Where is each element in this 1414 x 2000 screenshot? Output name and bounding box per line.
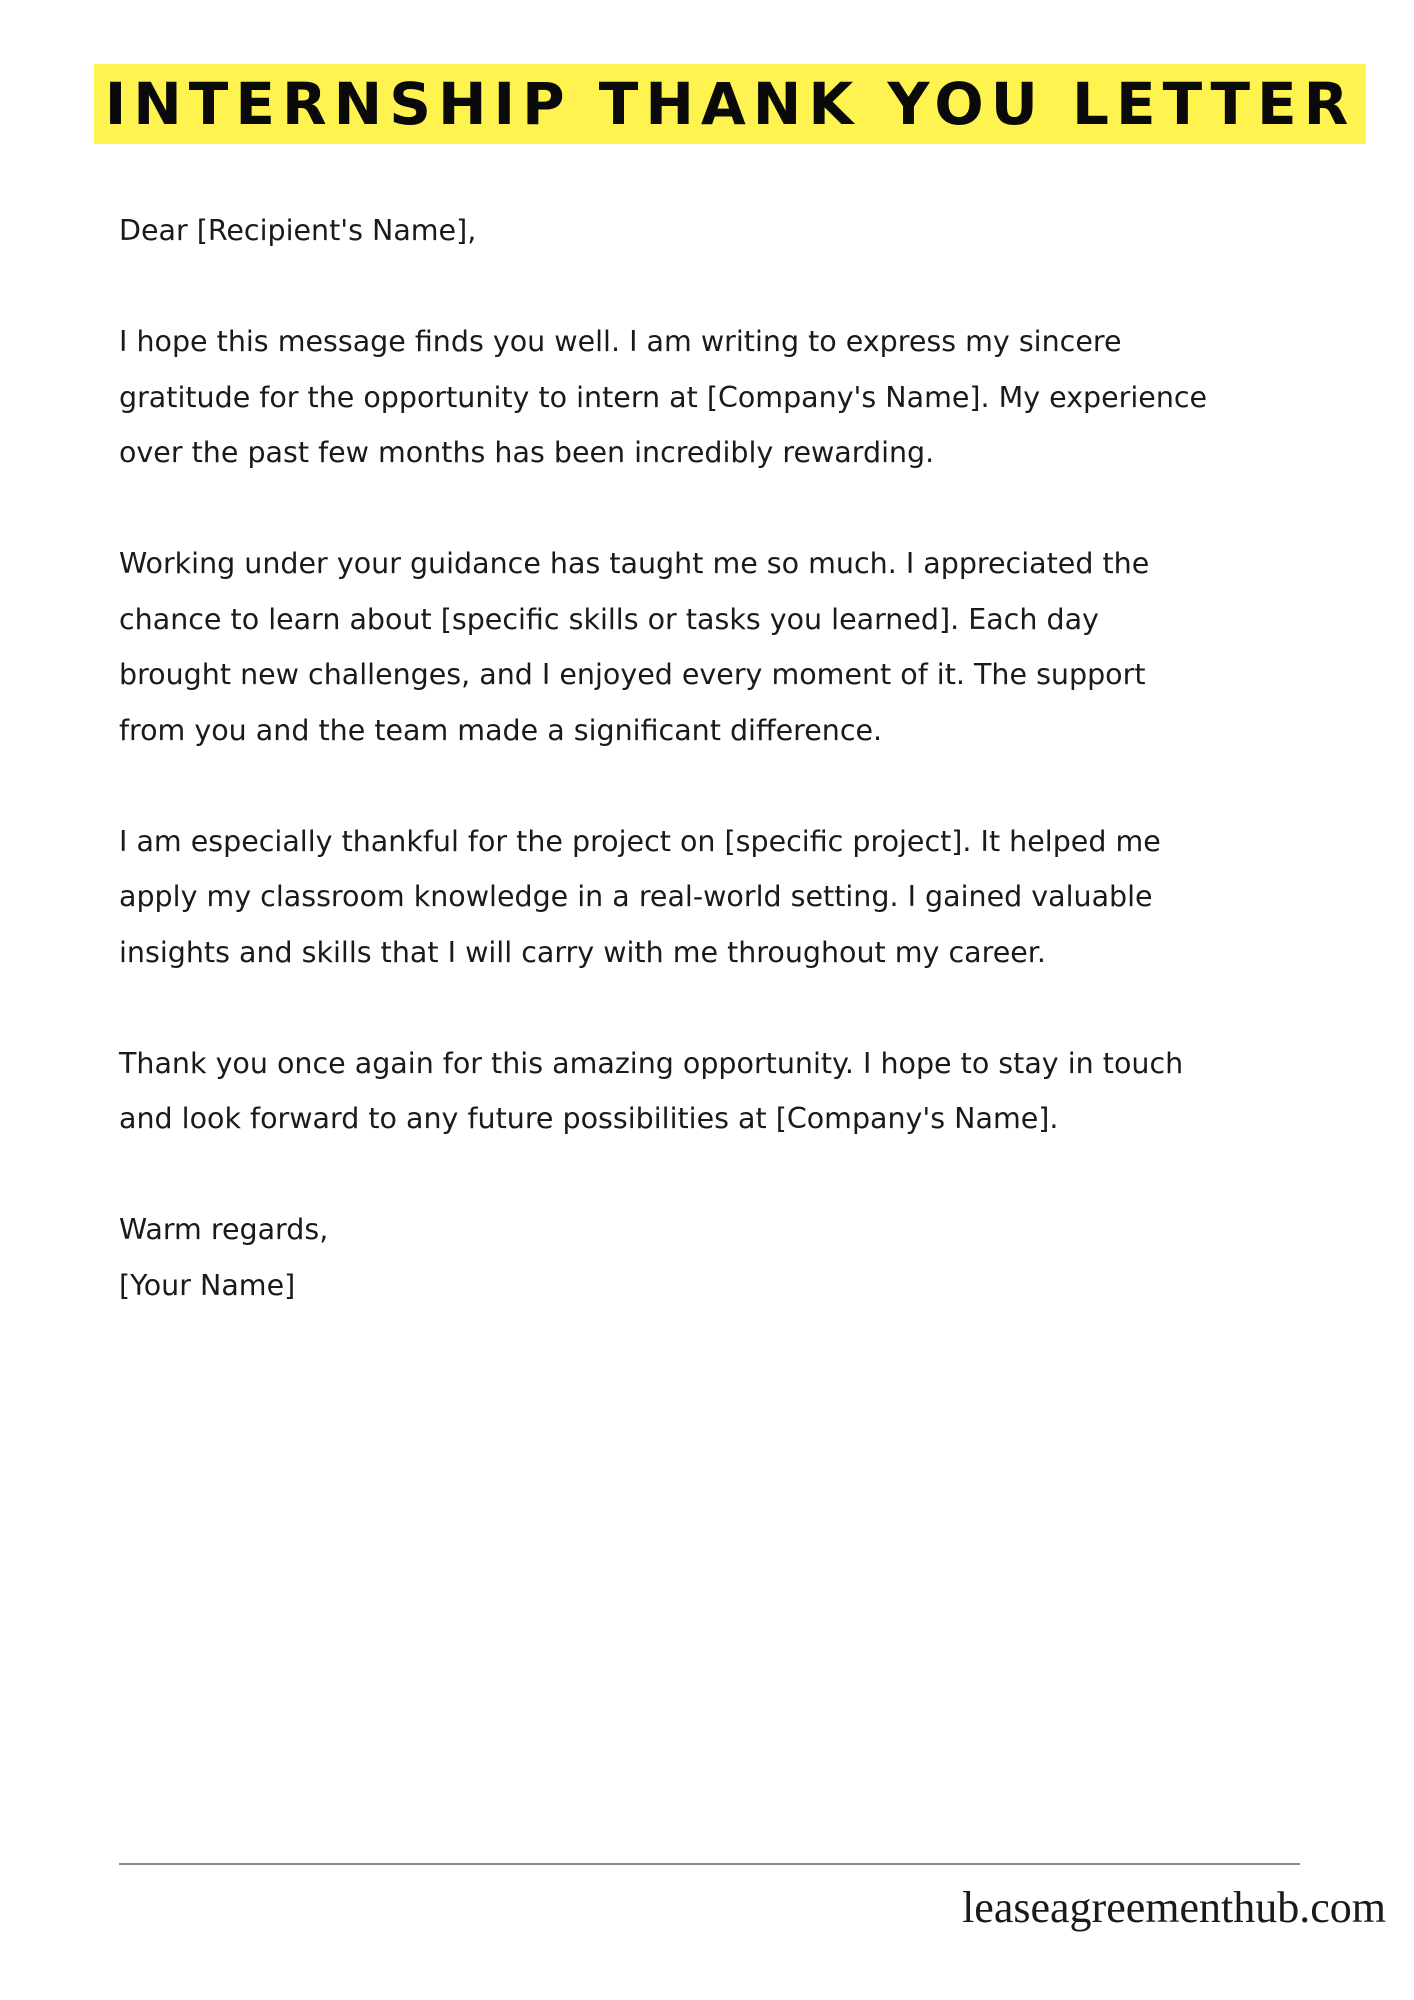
paragraph-line: apply my classroom knowledge in a real-world setting. I gained valuable [119, 880, 1153, 913]
closing-block [119, 1202, 1319, 1313]
paragraph-3 [119, 814, 1319, 981]
paragraph-line: insights and skills that I will carry with me throughout my career. [119, 935, 1046, 969]
letter-body [119, 203, 1319, 1313]
paragraph-line: Thank you once again for this amazing opportunity. I hope to stay in touch [119, 1046, 1184, 1080]
paragraph-line: and look forward to any future possibilities at [Company's Name]. [119, 1102, 1059, 1135]
paragraph-line: gratitude for the opportunity to intern at [Company's Name]. My experience [119, 380, 1208, 414]
title-highlight [94, 64, 1366, 144]
footer-divider [119, 1863, 1300, 1865]
footer-brand: leaseagreementhub.com [962, 1883, 1386, 1932]
signature-text: [Your Name] [119, 1268, 296, 1302]
closing-text: Warm regards, [119, 1213, 329, 1246]
paragraph-line: I am especially thankful for the project on [specific project]. It helped me [119, 824, 1161, 858]
paragraph-line: brought new challenges, and I enjoyed every moment of it. The support [119, 658, 1146, 691]
paragraph-line: chance to learn about [specific skills or tasks you learned]. Each day [119, 602, 1099, 636]
paragraph-line: I hope this message finds you well. I am writing to express my sincere [119, 325, 1122, 358]
salutation [119, 203, 1319, 259]
paragraph-2 [119, 536, 1319, 758]
paragraph-line: from you and the team made a significant difference. [119, 713, 883, 747]
paragraph-1 [119, 314, 1319, 481]
document-title: INTERNSHIP THANK YOU LETTER [104, 70, 1356, 138]
salutation-text: Dear [Recipient's Name], [119, 214, 477, 247]
paragraph-line: Working under your guidance has taught me so much. I appreciated the [119, 547, 1150, 580]
paragraph-line: over the past few months has been incredibly rewarding. [119, 436, 935, 469]
paragraph-4 [119, 1036, 1319, 1147]
